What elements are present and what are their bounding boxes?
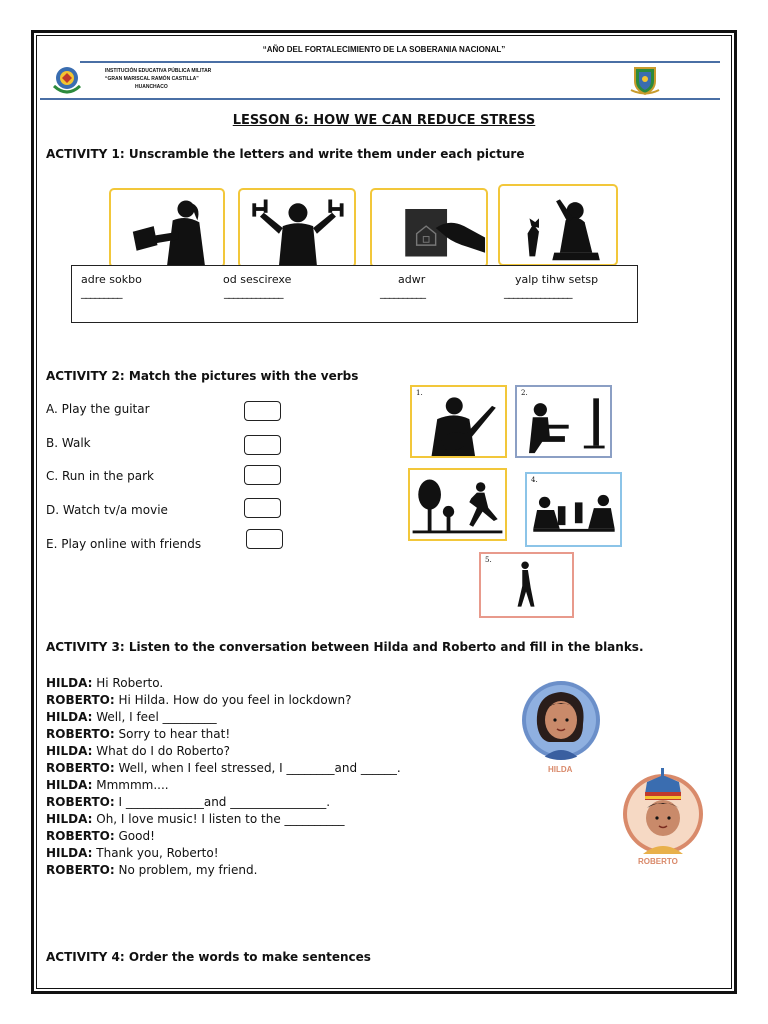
picture-number-1: 1. (416, 389, 423, 397)
dialog-text: Good! (114, 829, 155, 843)
lesson-title: LESSON 6: HOW WE CAN REDUCE STRESS (232, 113, 536, 128)
verb-option-d: D. Watch tv/a movie (46, 503, 168, 517)
run-in-park-picture (408, 468, 507, 541)
dialog-line (46, 760, 401, 777)
answer-blank-4[interactable]: _______________ (504, 286, 572, 299)
verb-option-a: A. Play the guitar (46, 402, 150, 416)
play-guitar-picture (410, 385, 507, 458)
match-box-e[interactable] (246, 529, 283, 549)
school-line-1: INSTITUCIÓN EDUCATIVA PÚBLICA MILITAR (105, 68, 212, 74)
dialog-line (46, 862, 401, 879)
dialog-text: No problem, my friend. (114, 863, 258, 877)
dialog-text: Oh, I love music! I listen to the __________ (92, 812, 345, 826)
dialog-text: Mmmmm.... (92, 778, 169, 792)
hilda-caption: HILDA (548, 765, 573, 774)
dialog-line (46, 845, 401, 862)
match-box-a[interactable] (244, 401, 281, 421)
dialog-text: Well, I feel _________ (92, 710, 217, 724)
dialog-line (46, 675, 401, 692)
header-divider-top (80, 61, 720, 63)
dialog-line (46, 726, 401, 743)
doing-exercises-picture (238, 188, 356, 268)
answer-blank-3[interactable]: __________ (380, 286, 425, 299)
speaker-label: ROBERTO: (46, 693, 115, 707)
speaker-label: ROBERTO: (46, 863, 115, 877)
picture-number-4: 4. (531, 476, 538, 484)
speaker-label: HILDA: (46, 710, 93, 724)
speaker-label: ROBERTO: (46, 761, 115, 775)
answer-blank-1[interactable]: _________ (81, 286, 122, 299)
speaker-label: HILDA: (46, 676, 93, 690)
verb-option-c: C. Run in the park (46, 469, 154, 483)
dialog-line (46, 692, 401, 709)
dialog-text: Sorry to hear that! (114, 727, 231, 741)
dialog-text: I _____________and ________________. (114, 795, 331, 809)
school-line-3: HUANCHACO (135, 84, 168, 90)
verb-option-e: E. Play online with friends (46, 537, 202, 551)
hilda-avatar (521, 680, 601, 760)
roberto-avatar (621, 768, 705, 856)
dialog-line (46, 794, 401, 811)
dialog-line (46, 828, 401, 845)
national-motto: “AÑO DEL FORTALECIMIENTO DE LA SOBERANIA NACIONAL” (262, 45, 506, 54)
dialog-text: Hi Hilda. How do you feel in lockdown? (114, 693, 352, 707)
speaker-label: ROBERTO: (46, 829, 115, 843)
shield-crest-icon (628, 64, 662, 96)
dialog-line (46, 777, 401, 794)
dialog-text: Well, when I feel stressed, I ________and ______. (114, 761, 401, 775)
dialog-text: What do I do Roberto? (92, 744, 230, 758)
activity1-heading: ACTIVITY 1: Unscramble the letters and write them under each picture (46, 147, 525, 161)
reading-books-picture (109, 188, 225, 268)
dialog-line (46, 709, 401, 726)
picture-number-5: 5. (485, 556, 492, 564)
dialog-line (46, 811, 401, 828)
speaker-label: ROBERTO: (46, 727, 115, 741)
scrambled-word-1: adre sokbo (81, 273, 142, 286)
dialog-text: Hi Roberto. (92, 676, 164, 690)
activity4-heading: ACTIVITY 4: Order the words to make sentences (46, 950, 371, 964)
scrambled-word-3: adwr (398, 273, 426, 286)
school-logo-icon (50, 64, 84, 96)
activity2-heading: ACTIVITY 2: Match the pictures with the verbs (46, 369, 359, 383)
picture-number-2: 2. (521, 389, 528, 397)
header-divider-bottom (40, 98, 720, 100)
school-name (105, 67, 211, 91)
match-box-c[interactable] (244, 465, 281, 485)
scrambled-word-4: yalp tihw setsp (515, 273, 599, 286)
dialog-line (46, 743, 401, 760)
answer-blank-2[interactable]: _____________ (224, 286, 283, 299)
speaker-label: ROBERTO: (46, 795, 115, 809)
walk-picture (479, 552, 574, 618)
school-line-2: “GRAN MARISCAL RAMÓN CASTILLA” (105, 76, 199, 82)
speaker-label: HILDA: (46, 778, 93, 792)
drawing-picture (370, 188, 488, 268)
speaker-label: HILDA: (46, 744, 93, 758)
dialog-text: Thank you, Roberto! (92, 846, 219, 860)
speaker-label: HILDA: (46, 846, 93, 860)
speaker-label: HILDA: (46, 812, 93, 826)
play-online-picture (525, 472, 622, 547)
match-box-d[interactable] (244, 498, 281, 518)
playing-with-pets-picture (498, 184, 618, 266)
match-box-b[interactable] (244, 435, 281, 455)
verb-option-b: B. Walk (46, 436, 91, 450)
watch-tv-picture (515, 385, 612, 458)
roberto-caption: ROBERTO (638, 857, 678, 866)
activity3-heading: ACTIVITY 3: Listen to the conversation between Hilda and Roberto and fill in the blanks. (46, 640, 644, 654)
scrambled-word-2: od sescirexe (223, 273, 292, 286)
activity1-answer-box[interactable] (71, 265, 638, 323)
conversation (46, 675, 401, 879)
